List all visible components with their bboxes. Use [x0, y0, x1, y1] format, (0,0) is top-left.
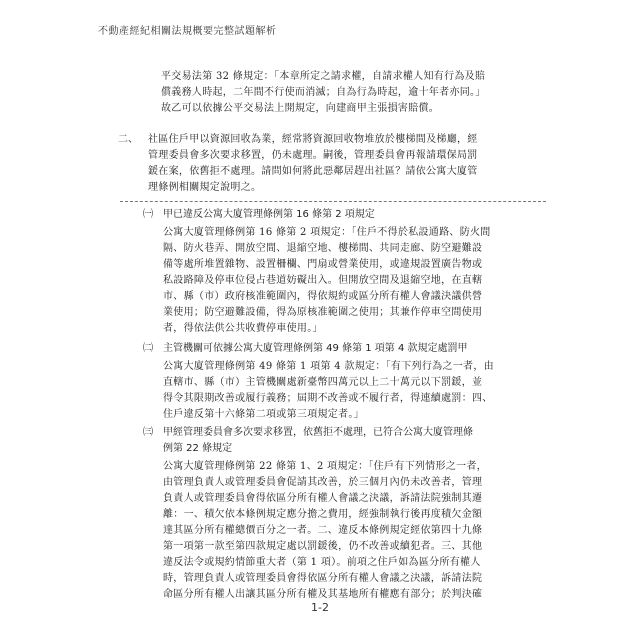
answer-line: 由管理負責人或管理委員會促請其改善，於三個月內仍未改善者，管理	[163, 477, 483, 488]
answer-marker: ㈢	[143, 427, 153, 438]
answer-line: 公寓大廈管理條例第 22 條第 1、2 項規定：「住戶有下列情形之一者，	[163, 461, 487, 472]
section-divider	[120, 201, 546, 202]
intro-line: 故乙可以依據公平交易法上開規定，向建商甲主張損害賠償。	[161, 103, 440, 114]
answer-line: 隔、防火巷弄、開放空間、退縮空地、樓梯間、共同走廊、防空避難設	[163, 243, 483, 254]
question-line: 管理委員會多次要求移置，仍未處理。嗣後，管理委員會再報請環保局罰	[148, 150, 478, 161]
intro-line: 償義務人時起，二年間不行使而消滅；自為行為時起，逾十年者亦同。」	[161, 87, 486, 98]
answer-line: 第一項第一款至第四款規定處以罰鍰後，仍不改善或續犯者。三、其他	[163, 541, 483, 552]
answer-line: 時，管理負責人或管理委員會得依區分所有權人會議之決議，訴請法院	[163, 573, 483, 584]
answer-heading-text: 甲經管理委員會多次要求移置，依舊拒不處理，已符合公寓大廈管理條	[163, 427, 473, 438]
question-line: 鍰在案，依舊拒不處理。請問如何將此惡鄰居趕出社區？請依公寓大廈管	[148, 166, 478, 177]
answer-heading-text: 主管機關可依據公寓大廈管理條例第 49 條第 1 項第 4 款規定處罰甲	[163, 343, 468, 354]
answer-line: 公寓大廈管理條例第 49 條第 1 項第 4 款規定：「有下列行為之一者，由	[163, 361, 494, 372]
answer-heading-text: 甲已違反公寓大廈管理條例第 16 條第 2 項規定	[163, 209, 375, 220]
page-number: 1-2	[311, 601, 329, 614]
answer-line: 達其區分所有權總價百分之一者。二、違反本條例規定經依第四十九條	[163, 525, 483, 536]
answer-line: 者，得依法供公共收費停車使用。」	[163, 323, 323, 334]
answer-heading-continuation: 例第 22 條規定	[163, 443, 233, 454]
answer-heading-1	[143, 207, 375, 223]
answer-line: 直轄市、縣（市）主管機關處新臺幣四萬元以上二十萬元以下罰鍰，並	[163, 377, 483, 388]
running-header: 不動產經紀相關法規概要完整試題解析	[98, 26, 277, 37]
intro-line: 平交易法第 32 條規定：「本章所定之請求權，自請求權人知有行為及賠	[161, 71, 486, 82]
answer-line: 得令其限期改善或履行義務；屆期不改善或不履行者，得連續處罰：四、	[163, 393, 493, 404]
answer-line: 負責人或管理委員會得依區分所有權人會議之決議，訴請法院強制其遷	[163, 493, 483, 504]
answer-marker: ㈡	[143, 343, 153, 354]
answer-line: 命區分所有權人出讓其區分所有權及其基地所有權應有部分；於判決確	[163, 589, 483, 600]
intro-paragraph	[161, 69, 486, 117]
answer-line: 離：一、積欠依本條例規定應分擔之費用，經強制執行後再度積欠金額	[163, 509, 483, 520]
question-text	[148, 132, 478, 196]
answer-line: 市、縣（市）政府核准範圍內，得依規約或區分所有權人會議決議供營	[163, 291, 483, 302]
answer-line: 公寓大廈管理條例第 16 條第 2 項規定：「住戶不得於私設通路、防火間	[163, 227, 491, 238]
question-line: 社區住戶甲以資源回收為業，經常將資源回收物堆放於樓梯間及梯廳，經	[148, 134, 478, 145]
answer-line: 私設路障及停車位侵占巷道妨礙出入。但開放空間及退縮空地，在直轄	[163, 275, 483, 286]
answer-body-1	[163, 225, 491, 337]
answer-heading-3	[143, 425, 473, 457]
answer-body-2	[163, 359, 494, 423]
answer-line: 住戶違反第十六條第二項或第三項規定者。」	[163, 409, 364, 420]
answer-line: 備等處所堆置雜物、設置柵欄、門扇或營業使用，或違規設置廣告物或	[163, 259, 483, 270]
answer-line: 違反法令或規約情節重大者（第 1 項）。前項之住戶如為區分所有權人	[163, 557, 481, 568]
answer-line: 業使用；防空避難設備，得為原核准範圍之使用；其兼作停車空間使用	[163, 307, 483, 318]
question-line: 理條例相關規定說明之。	[148, 182, 262, 193]
answer-body-3	[163, 459, 487, 603]
answer-heading-2	[143, 341, 468, 357]
question-number: 二、	[118, 134, 138, 145]
answer-marker: ㈠	[143, 209, 153, 220]
